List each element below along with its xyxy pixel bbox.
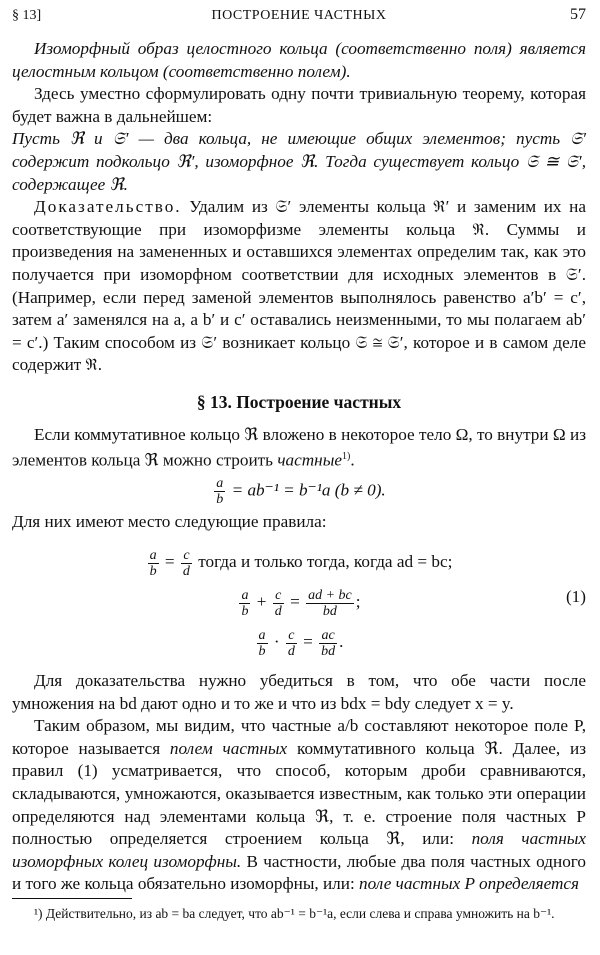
- rule1-text: тогда и только тогда, когда ad = bc;: [198, 552, 453, 572]
- proof-text: Удалим из 𝔖′ элементы кольца ℜ′ и заменим их на соответствующие при изоморфизме элементы кольца ℜ. Суммы и произведения на замененных и оставшихся элементах определим так, как это получается при изоморфном соответствии для исходных элементов в 𝔖′. (Например, если перед заменой элементов выполнялось равенство a′b′ = c′, затем a′ заменялся на a, а b′ и c′ оставались неизменными, то мы полагаем ab′ = c′.) Таким способом из 𝔖′ возникает кольцо 𝔖 ≅ 𝔖′, которое и в самом деле содержит ℜ.: [12, 197, 587, 375]
- paragraph-quotients-intro: [12, 424, 586, 473]
- paragraph-intro-theorem: Здесь уместно сформулировать одну почти тривиальную теорему, которая будет важна в дальнейшем:: [12, 84, 586, 126]
- footnote: ¹) Действительно, из ab = ba следует, что ab⁻¹ = b⁻¹a, если слева и справа умножить на b⁻¹.: [34, 906, 555, 921]
- p5-start: Если коммутативное кольцо ℜ вложено в некоторое тело Ω, то внутри Ω из элементов кольца ℜ можно строить: [12, 424, 586, 470]
- p8-italic-3: поле частных P определяется: [359, 874, 580, 894]
- page-number: 57: [570, 6, 586, 23]
- fraction-a-over-b: $\frac{a}{b}$: [216, 476, 224, 508]
- page-body: [12, 38, 586, 896]
- footnote-marker: 1): [341, 451, 351, 463]
- footnote-divider: [12, 898, 132, 899]
- theorem-statement: Пусть ℜ и 𝔖′ — два кольца, не имеющие общих элементов; пусть 𝔖′ содержит подкольцо ℜ′, изоморфное ℜ. Тогда существует кольцо 𝔖 ≅ 𝔖′, содержащее ℜ.: [12, 129, 586, 194]
- paragraph-isomorphic-image: Изоморфный образ целостного кольца (соответственно поля) является целостным кольцом (соответственно полем).: [12, 39, 586, 81]
- paragraph-rules-intro: Для них имеют место следующие правила:: [12, 512, 327, 532]
- product-denominator: bd: [321, 643, 336, 659]
- rule-equality: $\frac{a}{b}$ = $\frac{c}{d}$ тогда и только тогда, когда ad = bc;: [149, 547, 453, 579]
- rule-product: $\frac{a}{b}$ · $\frac{c}{d}$ = $\frac{ac}{bd}$ .: [258, 627, 344, 659]
- formula-quotient-definition: [12, 476, 586, 507]
- p8-c: В частности, любые два поля частных одного и того же кольца обязательно изоморфны, или:: [12, 851, 587, 894]
- header-running-title: ПОСТРОЕНИЕ ЧАСТНЫХ: [211, 8, 387, 23]
- paragraph-proof-rules: Для доказательства нужно убедиться в том, что обе части после умножения на bd дают одно и то же и что из bdx = bdy следует x = y.: [12, 671, 586, 713]
- paragraph-field-of-quotients: [12, 715, 586, 896]
- running-header: [12, 6, 586, 28]
- header-section-ref: § 13]: [12, 8, 42, 23]
- p8-a: Таким образом, мы видим, что частные a/b составляют некоторое поле P, которое называется: [12, 716, 586, 758]
- p8-b: коммутативного кольца ℜ. Далее, из правил (1) усматривается, что способ, которым дроби сравниваются, складываются, умножаются, оказывается известным, как только эти операции определяются над элементами кольца ℜ, т. е. строение поля частных P полностью определяется строением кольца ℜ, или:: [12, 738, 586, 849]
- p8-italic-1: полем частных: [169, 738, 288, 758]
- product-numerator: ac: [319, 628, 337, 644]
- rule-sum: $\frac{a}{b}$ + $\frac{c}{d}$ = $\frac{ad + bc}{bd}$ ;: [241, 587, 361, 619]
- proof-paragraph: [12, 196, 586, 377]
- section-title: § 13. Построение частных: [196, 391, 402, 412]
- sum-numerator: ad + bc: [308, 587, 352, 603]
- equation-number: (1): [565, 587, 586, 607]
- equation-block-rules: [12, 542, 586, 662]
- p8-italic-2: поля частных изоморфных колец изоморфны.: [12, 829, 587, 871]
- proof-lead: Доказательство.: [34, 197, 182, 217]
- p5-italic: частные: [277, 450, 342, 470]
- formula1-rhs: = ab⁻¹ = b⁻¹a (b ≠ 0).: [231, 480, 386, 500]
- p5-end: .: [350, 450, 355, 470]
- sum-denominator: bd: [322, 603, 337, 619]
